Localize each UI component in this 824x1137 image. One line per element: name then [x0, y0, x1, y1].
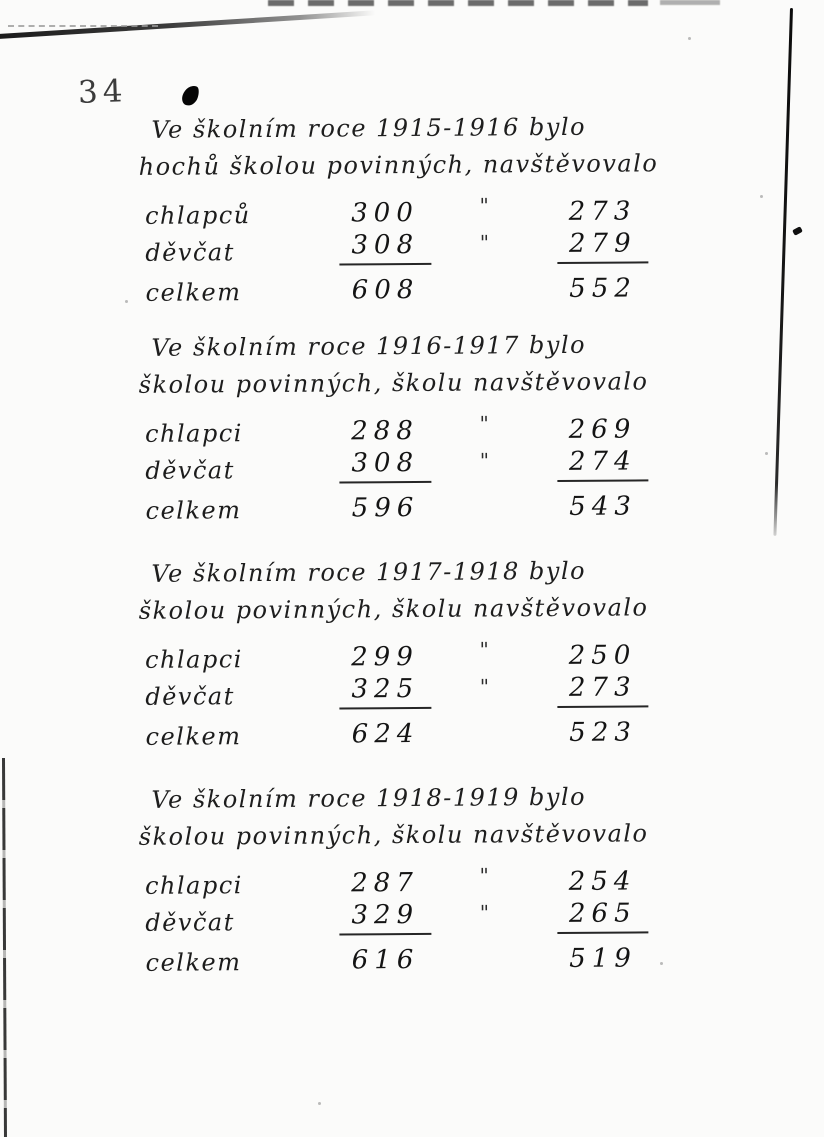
school-year-heading: Ve školním roce 1918-1919 bylo [151, 782, 587, 814]
pupils-required-count: 329 [339, 900, 431, 936]
table-row [145, 483, 824, 525]
top-edge-smear-right [660, 0, 720, 5]
table-row [145, 406, 824, 448]
row-label: celkem [145, 948, 242, 977]
school-year-block-1916-1917 [0, 325, 824, 526]
pupils-required-count: 325 [339, 674, 431, 710]
table-row [145, 443, 824, 485]
table-row [145, 709, 824, 751]
pupils-attended-count: 250 [568, 640, 637, 671]
top-edge-smear [268, 0, 648, 6]
pupils-attended-total: 519 [569, 943, 637, 974]
table-row [145, 858, 824, 900]
attendance-table [145, 188, 824, 307]
attendance-table [145, 858, 824, 977]
row-label: děvčat [145, 682, 235, 711]
school-year-block-1915-1916 [0, 107, 824, 308]
row-label: chlapci [144, 645, 244, 674]
table-row [145, 265, 824, 307]
pupils-attended-count: 279 [557, 228, 649, 264]
pupils-required-total: 596 [351, 492, 420, 524]
attendance-subheading: školou povinných, školu navštěvovalo [138, 593, 649, 625]
scan-speck [318, 1102, 321, 1105]
pupils-attended-count: 254 [568, 866, 637, 897]
row-label: celkem [145, 496, 242, 525]
row-label: děvčat [145, 908, 235, 937]
ditto-mark: " [479, 193, 491, 218]
row-label: chlapci [144, 871, 244, 900]
row-label: celkem [145, 722, 242, 751]
pupils-attended-total: 543 [569, 491, 637, 522]
pupils-required-total: 624 [351, 718, 420, 750]
pupils-required-total: 608 [351, 274, 420, 306]
pupils-attended-total: 552 [569, 273, 637, 304]
table-row [145, 935, 824, 977]
table-row [145, 895, 824, 937]
ink-blot [180, 83, 201, 108]
table-row [145, 632, 824, 674]
ditto-mark: " [479, 448, 491, 473]
ditto-mark: " [479, 411, 491, 436]
pupils-required-count: 287 [351, 867, 419, 899]
school-year-heading: Ve školním roce 1917-1918 bylo [151, 556, 587, 588]
pupils-required-total: 616 [351, 944, 420, 976]
row-label: chlapců [144, 201, 251, 230]
pupils-attended-count: 273 [557, 672, 649, 708]
attendance-subheading: hochů školou povinných, navštěvovalo [138, 149, 659, 181]
ditto-mark: " [479, 863, 491, 888]
ditto-mark: " [479, 637, 491, 662]
attendance-subheading: školou povinných, školu navštěvovalo [138, 367, 649, 399]
table-row [145, 669, 824, 711]
pupils-attended-count: 265 [557, 898, 649, 934]
pupils-attended-total: 523 [569, 717, 637, 748]
pupils-attended-count: 269 [568, 414, 637, 445]
table-row [145, 188, 824, 230]
pupils-attended-count: 274 [557, 446, 649, 482]
page-number: 34 [77, 73, 129, 111]
pupils-attended-count: 273 [568, 196, 637, 227]
school-year-block-1918-1919 [0, 777, 824, 978]
row-label: děvčat [145, 456, 235, 485]
pupils-required-count: 300 [351, 197, 419, 229]
pupils-required-count: 308 [339, 230, 431, 266]
pupils-required-count: 308 [339, 448, 431, 484]
scan-speck [688, 37, 691, 40]
attendance-table [145, 406, 824, 525]
school-year-heading: Ve školním roce 1915-1916 bylo [151, 112, 587, 144]
ditto-mark: " [479, 900, 491, 925]
ditto-mark: " [479, 230, 491, 255]
row-label: chlapci [144, 419, 244, 448]
attendance-table [145, 632, 824, 751]
row-label: děvčat [145, 238, 235, 267]
pupils-required-count: 288 [351, 415, 419, 447]
crease-dashed-line [8, 25, 158, 27]
school-year-heading: Ve školním roce 1916-1917 bylo [151, 330, 587, 362]
ditto-mark: " [479, 674, 491, 699]
school-year-block-1917-1918 [0, 551, 824, 752]
row-label: celkem [145, 278, 242, 307]
pupils-required-count: 299 [351, 641, 419, 673]
table-row [145, 225, 824, 267]
attendance-subheading: školou povinných, školu navštěvovalo [138, 819, 649, 851]
